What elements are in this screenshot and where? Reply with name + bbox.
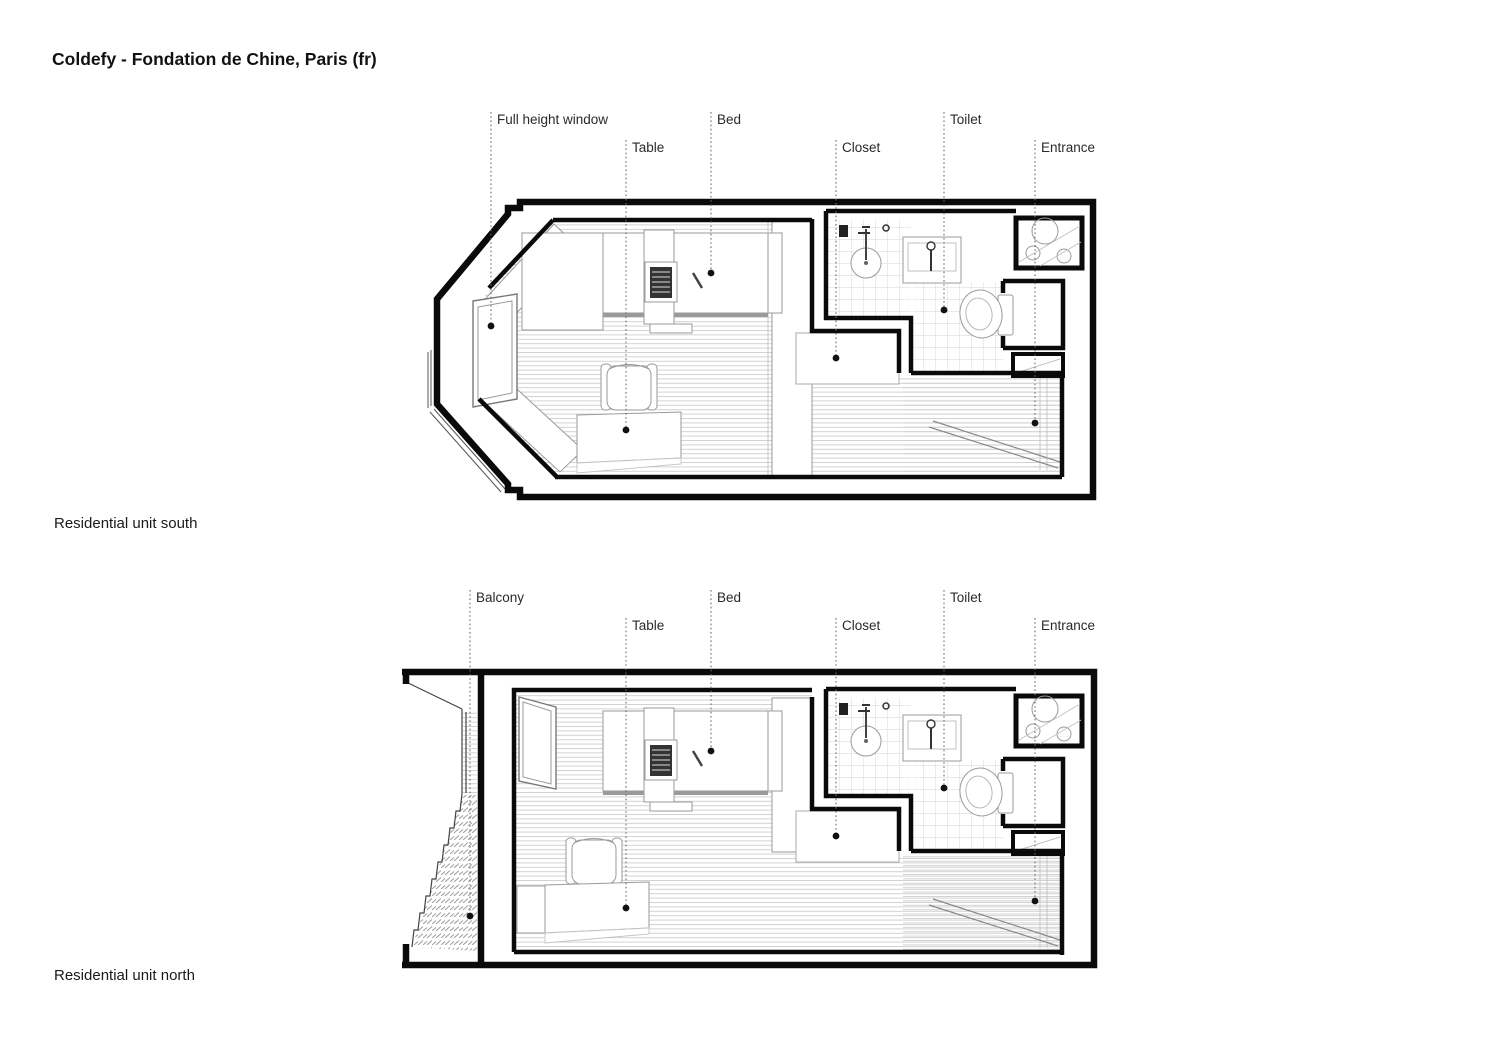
full-height-window bbox=[473, 294, 517, 407]
label-table: Table bbox=[632, 140, 665, 155]
plan-unit-north bbox=[402, 669, 1094, 965]
label-entrance: Entrance bbox=[1041, 618, 1096, 633]
caption-unit-north: Residential unit north bbox=[54, 967, 195, 984]
balcony-parapet bbox=[404, 681, 466, 794]
label-bed: Bed bbox=[717, 112, 742, 127]
label-closet: Closet bbox=[842, 618, 881, 633]
desk-return bbox=[517, 886, 545, 933]
bed-side-platform bbox=[522, 233, 603, 330]
label-table: Table bbox=[632, 618, 665, 633]
label-toilet: Toilet bbox=[950, 590, 982, 605]
label-closet: Closet bbox=[842, 140, 881, 155]
label-toilet: Toilet bbox=[950, 112, 982, 127]
label-balcony: Balcony bbox=[476, 590, 525, 605]
label-full-height-window: Full height window bbox=[497, 112, 609, 127]
label-bed: Bed bbox=[717, 590, 742, 605]
caption-unit-south: Residential unit south bbox=[54, 515, 198, 532]
label-entrance: Entrance bbox=[1041, 140, 1096, 155]
balcony-decking bbox=[412, 795, 477, 951]
plan-unit-south bbox=[428, 202, 1093, 497]
page-title: Coldefy - Fondation de Chine, Paris (fr) bbox=[52, 49, 377, 69]
